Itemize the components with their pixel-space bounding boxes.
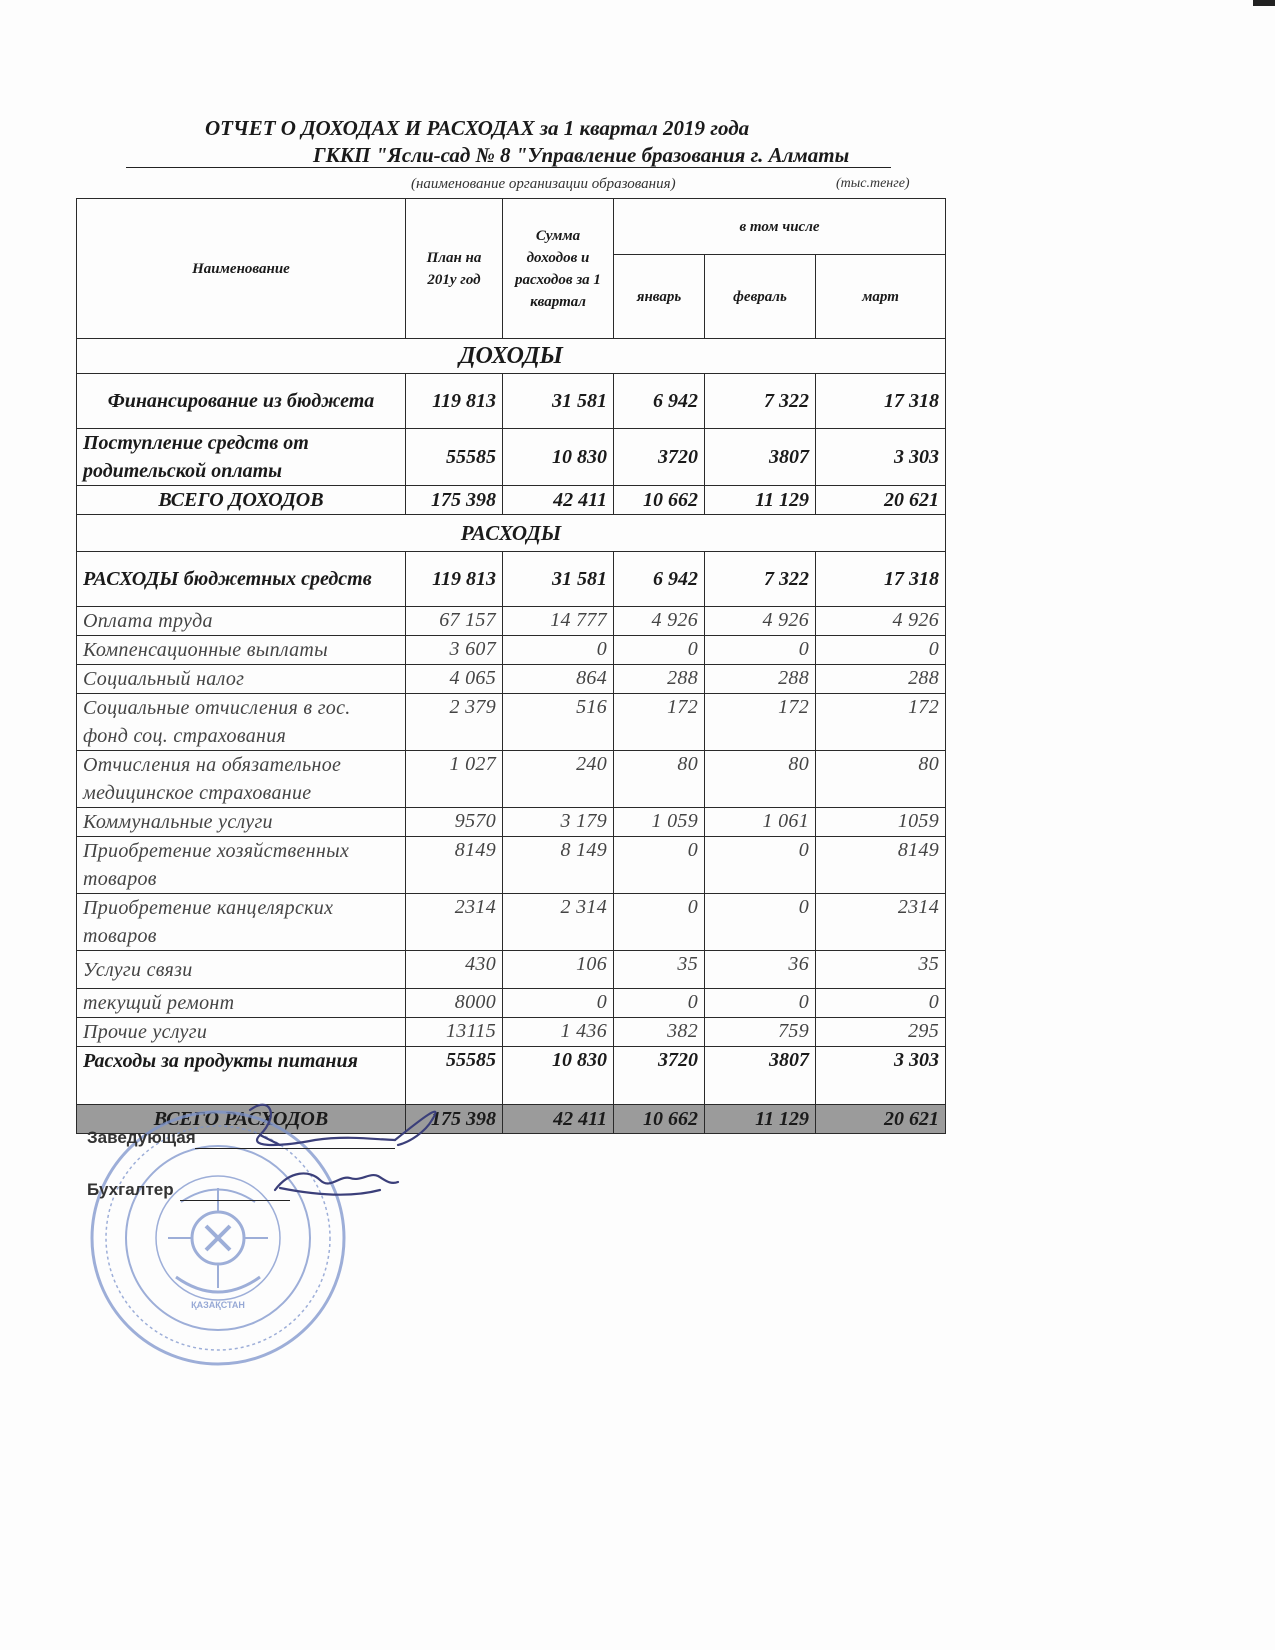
cell-quarter: 14 777 bbox=[503, 607, 614, 636]
cell-mar: 17 318 bbox=[816, 374, 946, 429]
cell-feb: 0 bbox=[705, 837, 816, 894]
cell-quarter: 10 830 bbox=[503, 1047, 614, 1105]
cell-mar: 1059 bbox=[816, 808, 946, 837]
row-name: Социальный налог bbox=[77, 665, 406, 694]
cell-jan: 172 bbox=[614, 694, 705, 751]
cell-mar: 8149 bbox=[816, 837, 946, 894]
cell-jan: 0 bbox=[614, 837, 705, 894]
cell-plan: 175 398 bbox=[406, 1105, 503, 1134]
cell-mar: 295 bbox=[816, 1018, 946, 1047]
cell-plan: 4 065 bbox=[406, 665, 503, 694]
cell-feb: 36 bbox=[705, 951, 816, 989]
table-row bbox=[77, 636, 946, 665]
cell-mar: 4 926 bbox=[816, 607, 946, 636]
row-name: Отчисления на обязательное медицинское страхование bbox=[77, 751, 406, 808]
cell-quarter: 106 bbox=[503, 951, 614, 989]
handwritten-signatures bbox=[220, 1090, 490, 1220]
cell-plan: 55585 bbox=[406, 1047, 503, 1105]
header-row-top bbox=[77, 199, 946, 255]
row-name: Коммунальные услуги bbox=[77, 808, 406, 837]
header-including: в том числе bbox=[614, 199, 946, 255]
cell-mar: 3 303 bbox=[816, 1047, 946, 1105]
cell-feb: 172 bbox=[705, 694, 816, 751]
row-name: Поступление средств от родительской оплаты bbox=[77, 429, 406, 486]
organization-name: ГККП "Ясли-сад № 8 "Управление бразования г. Алматы bbox=[313, 143, 850, 167]
cell-plan: 175 398 bbox=[406, 486, 503, 515]
cell-feb: 11 129 bbox=[705, 486, 816, 515]
cell-mar: 172 bbox=[816, 694, 946, 751]
cell-quarter: 2 314 bbox=[503, 894, 614, 951]
cell-mar: 20 621 bbox=[816, 1105, 946, 1134]
cell-plan: 67 157 bbox=[406, 607, 503, 636]
title-bold: ОТЧЕТ О ДОХОДАХ И РАСХОДАХ bbox=[205, 116, 535, 140]
row-name: Расходы за продукты питания bbox=[77, 1047, 406, 1105]
header-jan: январь bbox=[614, 255, 705, 339]
cell-jan: 10 662 bbox=[614, 1105, 705, 1134]
cell-feb: 3807 bbox=[705, 1047, 816, 1105]
title-period: за 1 квартал 2019 года bbox=[539, 116, 750, 140]
table-row bbox=[77, 374, 946, 429]
cell-feb: 0 bbox=[705, 989, 816, 1018]
cell-plan: 8149 bbox=[406, 837, 503, 894]
cell-jan: 6 942 bbox=[614, 552, 705, 607]
cell-mar: 0 bbox=[816, 636, 946, 665]
stamp-country-text: ҚАЗАҚСТАН bbox=[191, 1300, 245, 1310]
row-name: Приобретение канцелярских товаров bbox=[77, 894, 406, 951]
cell-quarter: 240 bbox=[503, 751, 614, 808]
cell-plan: 119 813 bbox=[406, 374, 503, 429]
row-name: ВСЕГО РАСХОДОВ bbox=[77, 1105, 406, 1134]
cell-feb: 4 926 bbox=[705, 607, 816, 636]
header-plan: План на 201у год bbox=[406, 199, 503, 339]
cell-mar: 288 bbox=[816, 665, 946, 694]
cell-jan: 288 bbox=[614, 665, 705, 694]
organization-caption: (наименование организации образования) bbox=[411, 176, 676, 192]
food-row bbox=[77, 1047, 946, 1105]
cell-quarter: 0 bbox=[503, 989, 614, 1018]
cell-jan: 4 926 bbox=[614, 607, 705, 636]
organization-underline bbox=[126, 167, 891, 168]
cell-feb: 0 bbox=[705, 894, 816, 951]
row-name: ВСЕГО ДОХОДОВ bbox=[77, 486, 406, 515]
header-quarter: Сумма доходов и расходов за 1 квартал bbox=[503, 199, 614, 339]
table-row bbox=[77, 894, 946, 951]
income-total-row bbox=[77, 486, 946, 515]
cell-feb: 7 322 bbox=[705, 552, 816, 607]
row-name: текущий ремонт bbox=[77, 989, 406, 1018]
cell-mar: 0 bbox=[816, 989, 946, 1018]
cell-mar: 20 621 bbox=[816, 486, 946, 515]
cell-quarter: 516 bbox=[503, 694, 614, 751]
accountant-label: Бухгалтер bbox=[87, 1180, 174, 1199]
table-row bbox=[77, 751, 946, 808]
cell-feb: 7 322 bbox=[705, 374, 816, 429]
row-name: Социальные отчисления в гос. фонд соц. страхования bbox=[77, 694, 406, 751]
table-row bbox=[77, 951, 946, 989]
table-row bbox=[77, 808, 946, 837]
cell-plan: 119 813 bbox=[406, 552, 503, 607]
cell-plan: 55585 bbox=[406, 429, 503, 486]
cell-quarter: 10 830 bbox=[503, 429, 614, 486]
cell-quarter: 1 436 bbox=[503, 1018, 614, 1047]
unit-caption: (тыс.тенге) bbox=[836, 176, 910, 191]
cell-quarter: 42 411 bbox=[503, 1105, 614, 1134]
row-name: Прочие услуги bbox=[77, 1018, 406, 1047]
scan-edge-mark bbox=[1253, 0, 1275, 6]
table-row bbox=[77, 552, 946, 607]
cell-jan: 6 942 bbox=[614, 374, 705, 429]
cell-quarter: 0 bbox=[503, 636, 614, 665]
cell-quarter: 42 411 bbox=[503, 486, 614, 515]
cell-jan: 0 bbox=[614, 894, 705, 951]
header-feb: февраль bbox=[705, 255, 816, 339]
cell-quarter: 864 bbox=[503, 665, 614, 694]
expense-section-title: РАСХОДЫ bbox=[77, 515, 946, 552]
row-name: Приобретение хозяйственных товаров bbox=[77, 837, 406, 894]
cell-mar: 80 bbox=[816, 751, 946, 808]
cell-jan: 0 bbox=[614, 636, 705, 665]
table-row bbox=[77, 989, 946, 1018]
cell-jan: 35 bbox=[614, 951, 705, 989]
table-row bbox=[77, 1018, 946, 1047]
cell-quarter: 3 179 bbox=[503, 808, 614, 837]
cell-jan: 3720 bbox=[614, 429, 705, 486]
table-row bbox=[77, 837, 946, 894]
head-label: Заведующая bbox=[87, 1128, 196, 1147]
income-section-title: ДОХОДЫ bbox=[77, 339, 946, 374]
cell-plan: 430 bbox=[406, 951, 503, 989]
cell-plan: 8000 bbox=[406, 989, 503, 1018]
expense-section-row bbox=[77, 515, 946, 552]
header-mar: март bbox=[816, 255, 946, 339]
cell-feb: 0 bbox=[705, 636, 816, 665]
report-title bbox=[205, 116, 749, 141]
cell-jan: 0 bbox=[614, 989, 705, 1018]
cell-quarter: 31 581 bbox=[503, 552, 614, 607]
cell-plan: 2314 bbox=[406, 894, 503, 951]
cell-mar: 17 318 bbox=[816, 552, 946, 607]
cell-jan: 80 bbox=[614, 751, 705, 808]
row-name: РАСХОДЫ бюджетных средств bbox=[77, 552, 406, 607]
cell-mar: 35 bbox=[816, 951, 946, 989]
cell-feb: 1 061 bbox=[705, 808, 816, 837]
cell-mar: 2314 bbox=[816, 894, 946, 951]
income-expense-table bbox=[76, 198, 946, 1134]
cell-plan: 13115 bbox=[406, 1018, 503, 1047]
table-row bbox=[77, 665, 946, 694]
cell-plan: 2 379 bbox=[406, 694, 503, 751]
cell-jan: 3720 bbox=[614, 1047, 705, 1105]
cell-quarter: 31 581 bbox=[503, 374, 614, 429]
cell-feb: 3807 bbox=[705, 429, 816, 486]
cell-feb: 288 bbox=[705, 665, 816, 694]
row-name: Компенсационные выплаты bbox=[77, 636, 406, 665]
cell-plan: 9570 bbox=[406, 808, 503, 837]
row-name: Услуги связи bbox=[77, 951, 406, 989]
cell-jan: 382 bbox=[614, 1018, 705, 1047]
row-name: Оплата труда bbox=[77, 607, 406, 636]
cell-plan: 1 027 bbox=[406, 751, 503, 808]
cell-feb: 11 129 bbox=[705, 1105, 816, 1134]
cell-mar: 3 303 bbox=[816, 429, 946, 486]
cell-plan: 3 607 bbox=[406, 636, 503, 665]
cell-feb: 759 bbox=[705, 1018, 816, 1047]
cell-quarter: 8 149 bbox=[503, 837, 614, 894]
header-name: Наименование bbox=[77, 199, 406, 339]
income-section-row bbox=[77, 339, 946, 374]
table-row bbox=[77, 694, 946, 751]
cell-feb: 80 bbox=[705, 751, 816, 808]
cell-jan: 10 662 bbox=[614, 486, 705, 515]
row-name: Финансирование из бюджета bbox=[77, 374, 406, 429]
table-row bbox=[77, 607, 946, 636]
cell-jan: 1 059 bbox=[614, 808, 705, 837]
table-row bbox=[77, 429, 946, 486]
